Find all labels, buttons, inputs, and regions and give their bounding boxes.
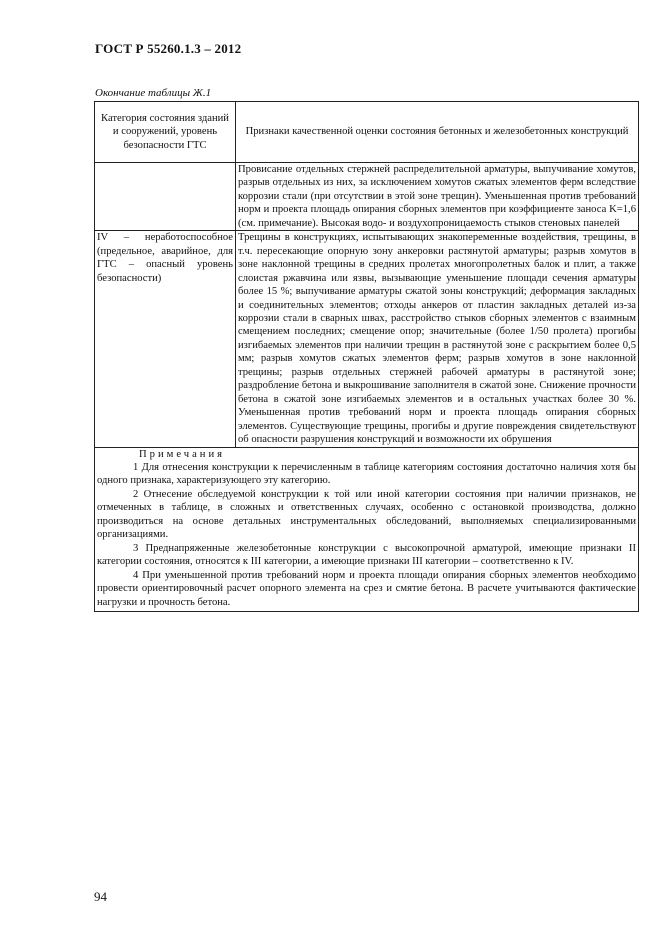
note-item: 1 Для отнесения конструкции к перечисленным в таблице категориям состояния достаточно наличия хотя бы одного признака, характеризующего эту категорию. xyxy=(97,461,636,487)
page-number: 94 xyxy=(94,889,107,904)
condition-table xyxy=(94,101,639,612)
notes-cell xyxy=(95,447,639,611)
table-row-continuation xyxy=(95,163,639,231)
table-caption: Окончание таблицы Ж.1 xyxy=(95,87,212,99)
cell-signs-iv: Трещины в конструкциях, испытывающих знакопеременные воздействия, трещины, в т.ч. пересекающие опорную зону анкеровки растянутой арматуры; разрыв хомутов в зоне наклонной трещины в средних пролетах многопролетных балок и плит, а также слоистая ржавчина или язвы, вызывающие уменьшение площади сечения арматуры более 15 %; выпучивание арматуры сжатой зоны конструкций; деформация закладных и соединительных элементов; отходы анкеров от пластин закладных деталей из-за коррозии стали в сварных швах, расстройство стыков сборных элементов с взаимным смещением последних; смещение опор; значительные (более 1/50 пролета) прогибы изгибаемых элементов при наличии трещин в растянутой зоне с раскрытием более 0,5 мм; разрыв хомутов сжатых элементов ферм; разрыв хомутов в зоне наклонной трещины; разрыв отдельных стержней рабочей арматуры в растянутой зоне; раздробление бетона и выкрошивание заполнителя в сжатой зоне. Снижение прочности бетона в сжатой зоне изгибаемых элементов и в остальных участках более 30 %. Уменьшенная против требований норм и проекта площадь опирания сборных элементов. Существующие трещины, прогибы и другие повреждения свидетельствуют об опасности разрушения конструкций и возможности их обрушения xyxy=(236,231,639,447)
table-row-notes xyxy=(95,447,639,611)
header-category: Категория состояния зданий и сооружений, уровень безопасности ГТС xyxy=(95,102,236,163)
document-header: ГОСТ Р 55260.1.3 – 2012 xyxy=(95,41,242,56)
table-row-category-iv xyxy=(95,231,639,447)
cell-category-iv: IV – неработоспособное (предельное, аварийное, для ГТС – опасный уровень безопасности) xyxy=(95,231,236,447)
notes-title: Примечания xyxy=(139,448,225,460)
cell-continuation-text: Провисание отдельных стержней распределительной арматуры, выпучивание хомутов, разрыв отдельных из них, за исключением хомутов сжатых элементов ферм вследствие коррозии стали (при отсутствии в этой зоне трещин). Уменьшенная против требований норм и проекта площадь опирания сборных элементов при коэффициенте заноса K=1,6 (см. примечание). Высокая водо- и воздухопроницаемость стыков стеновых панелей xyxy=(236,163,639,231)
note-item: 2 Отнесение обследуемой конструкции к той или иной категории состояния при наличии признаков, не отмеченных в таблице, в сложных и ответственных случаях, особенно с остановкой производства, должно производиться на основе детальных инструментальных обследований, выполняемых специализированными организациями. xyxy=(97,488,636,541)
note-item: 4 При уменьшенной против требований норм и проекта площади опирания сборных элементов необходимо провести ориентировочный расчет опорного элемента на срез и смятие бетона. В расчете учитываются фактические нагрузки и прочность бетона. xyxy=(97,569,636,608)
note-item: 3 Преднапряженные железобетонные конструкции с высокопрочной арматурой, имеющие признаки II категории состояния, относятся к III категории, а имеющие признаки III категории – соответственно к IV. xyxy=(97,542,636,568)
cell-category-empty xyxy=(95,163,236,231)
header-signs: Признаки качественной оценки состояния бетонных и железобетонных конструкций xyxy=(236,102,639,163)
table-header-row xyxy=(95,102,639,163)
